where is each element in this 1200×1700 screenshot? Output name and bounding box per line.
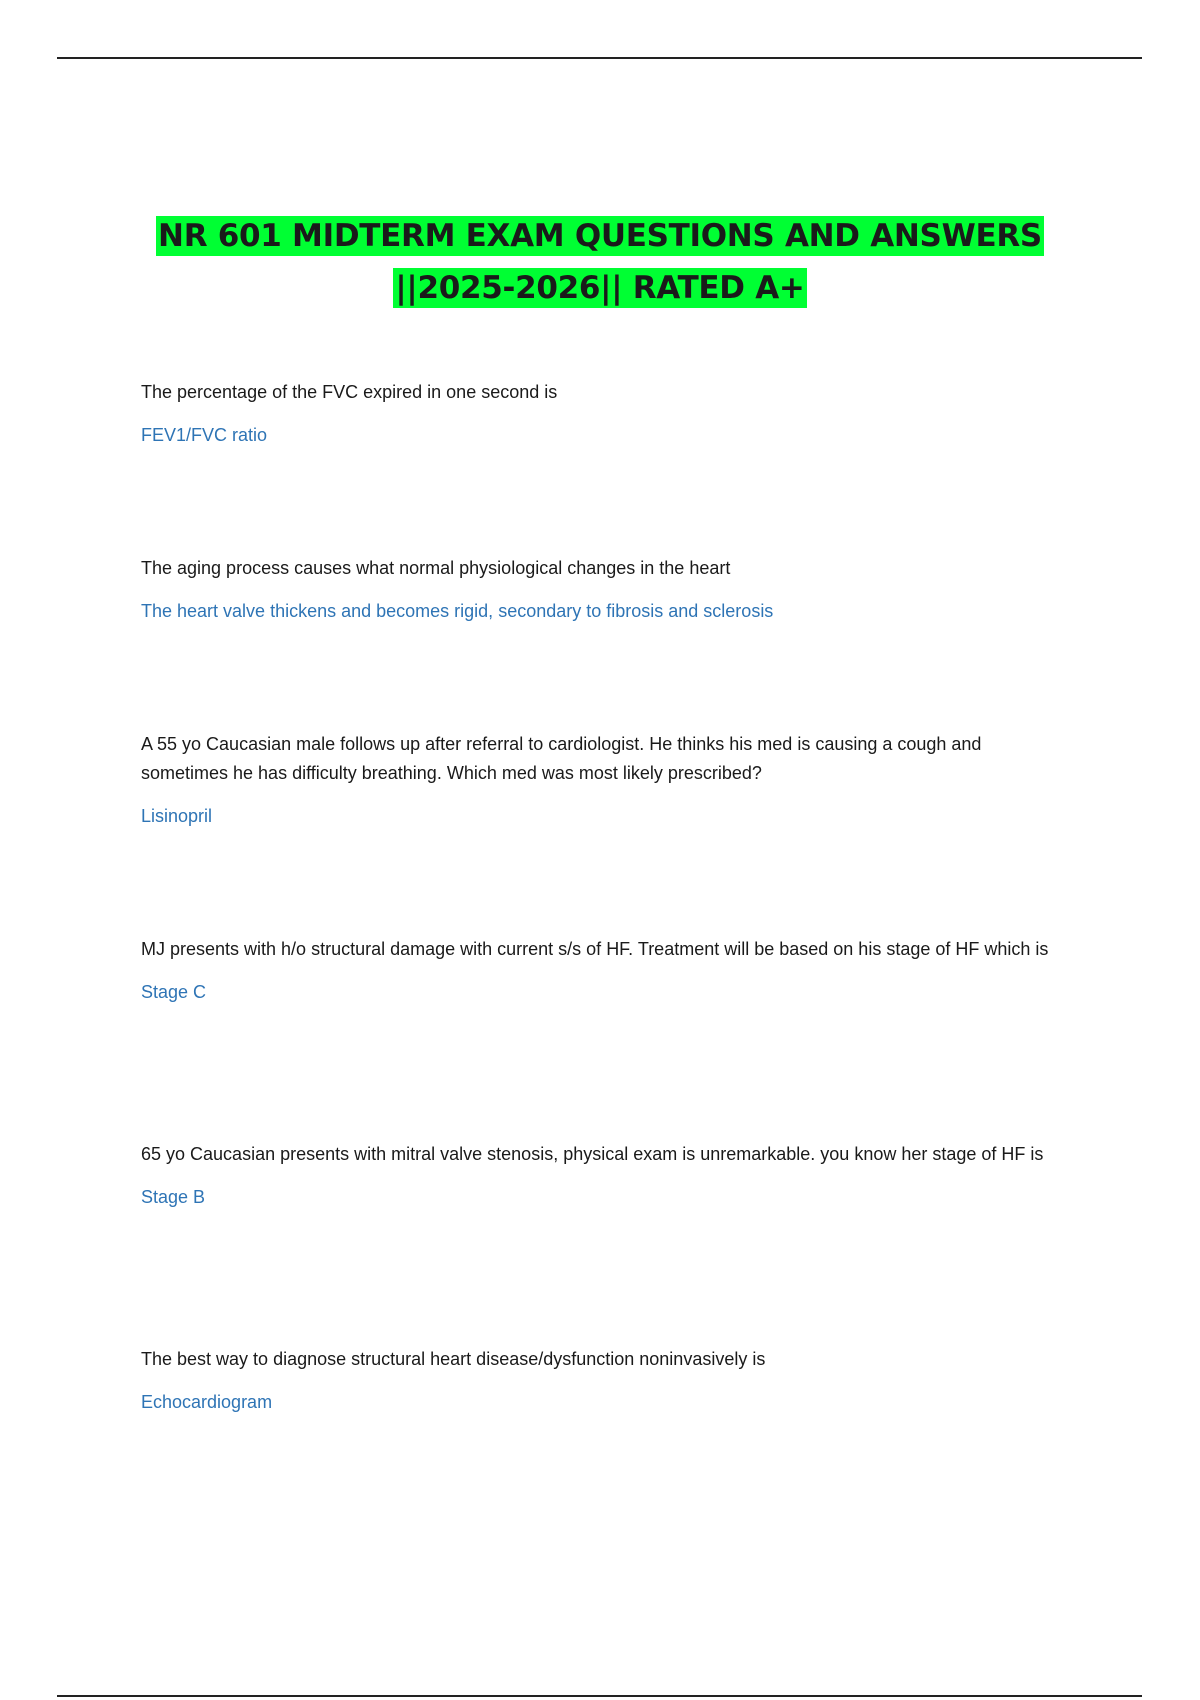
answer-text: Stage B [141,1187,206,1207]
question-text: A 55 yo Caucasian male follows up after referral to cardiologist. He thinks his med is causing a cough and sometimes he has difficulty breathing. Which med was most likely prescribed? [141,734,982,783]
answer-text: Echocardiogram [141,1392,273,1412]
qa-item-1 [141,378,1066,450]
qa-item-4 [141,935,1066,1007]
qa-item-3 [141,730,1066,831]
qa-item-2 [141,554,1066,626]
top-rule [57,57,1142,59]
answer-text: FEV1/FVC ratio [141,425,268,445]
title-line-2: ||2025-2026|| RATED A+ [395,270,805,306]
question-text: 65 yo Caucasian presents with mitral valve stenosis, physical exam is unremarkable. you know her stage of HF is [141,1144,1044,1164]
question-text: MJ presents with h/o structural damage with current s/s of HF. Treatment will be based on his stage of HF which is [141,939,1049,959]
question-text: The percentage of the FVC expired in one second is [141,382,558,402]
answer-text: Lisinopril [141,806,213,826]
document-title [0,210,1200,314]
answer-text: The heart valve thickens and becomes rigid, secondary to fibrosis and sclerosis [141,601,774,621]
question-text: The best way to diagnose structural heart disease/dysfunction noninvasively is [141,1349,766,1369]
answer-text: Stage C [141,982,207,1002]
question-text: The aging process causes what normal physiological changes in the heart [141,558,731,578]
title-line-1: NR 601 MIDTERM EXAM QUESTIONS AND ANSWERS [158,218,1042,254]
qa-item-6 [141,1345,1066,1417]
bottom-rule [57,1695,1142,1697]
qa-item-5 [141,1140,1066,1212]
